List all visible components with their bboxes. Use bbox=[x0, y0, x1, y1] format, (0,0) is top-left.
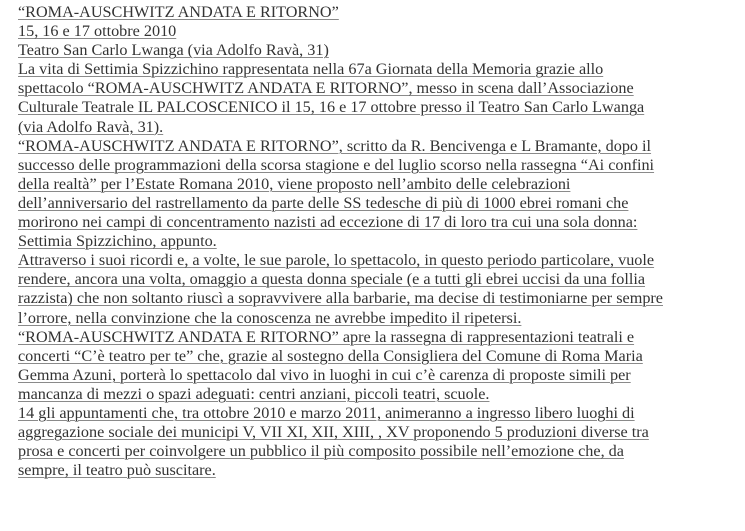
paragraph-line: successo delle programmazioni della scorsa stagione e del luglio scorso nella rassegna “Ai confini bbox=[18, 155, 655, 174]
paragraph-line: della realtà” per l’Estate Romana 2010, viene proposto nell’ambito delle celebrazioni bbox=[18, 174, 571, 193]
paragraph-line: sempre, il teatro può suscitare. bbox=[18, 461, 216, 480]
paragraph-line: La vita di Settimia Spizzichino rappresentata nella 67a Giornata della Memoria grazie allo bbox=[18, 60, 604, 79]
article-body bbox=[18, 3, 740, 480]
paragraph-festival bbox=[18, 328, 740, 404]
paragraph-line: aggregazione sociale dei municipi V, VII XI, XII, XIII, , XV proponendo 5 produzioni diverse tra bbox=[18, 423, 649, 442]
paragraph-line: “ROMA-AUSCHWITZ ANDATA E RITORNO” apre la rassegna di rappresentazioni teatrali e bbox=[18, 327, 635, 346]
paragraph-line: spettacolo “ROMA-AUSCHWITZ ANDATA E RITORNO”, messo in scena dall’Associazione bbox=[18, 79, 634, 98]
paragraph-memories bbox=[18, 251, 740, 327]
paragraph-line: dell’anniversario del rastrellamento da parte delle SS tedesche di più di 1000 ebrei romani che bbox=[18, 193, 629, 212]
paragraph-authors bbox=[18, 137, 740, 252]
paragraph-line: (via Adolfo Ravà, 31). bbox=[18, 117, 164, 136]
paragraph-line: “ROMA-AUSCHWITZ ANDATA E RITORNO”, scritto da R. Bencivenga e L Bramante, dopo il bbox=[18, 136, 652, 155]
paragraph-line: 14 gli appuntamenti che, tra ottobre 2010 e marzo 2011, animeranno a ingresso libero luoghi di bbox=[18, 403, 635, 422]
paragraph-line: l’orrore, nella convinzione che la conoscenza ne avrebbe impedito il ripetersi. bbox=[18, 308, 522, 327]
paragraph-line: Gemma Azuni, porterà lo spettacolo dal vivo in luoghi in cui c’è carenza di proposte simili per bbox=[18, 365, 631, 384]
paragraph-line: morirono nei campi di concentramento nazisti ad eccezione di 17 di loro tra cui una sola donna: bbox=[18, 213, 638, 232]
paragraph-line: Culturale Teatrale IL PALCOSCENICO il 15, 16 e 17 ottobre presso il Teatro San Carlo Lwanga bbox=[18, 98, 645, 117]
paragraph-line: concerti “C’è teatro per te” che, grazie al sostegno della Consigliera del Comune di Roma Maria bbox=[18, 346, 643, 365]
paragraph-line: rendere, ancora una volta, omaggio a questa donna speciale (e a tutti gli ebrei uccisi da una follia bbox=[18, 270, 646, 289]
paragraph-line: razzista) che non soltanto riuscì a sopravvivere alla barbarie, ma decise di testimoniarne per sempre bbox=[18, 289, 663, 308]
article-title: “ROMA-AUSCHWITZ ANDATA E RITORNO” bbox=[18, 3, 339, 21]
paragraph-intro bbox=[18, 60, 740, 136]
article-venue: Teatro San Carlo Lwanga (via Adolfo Ravà, 31) bbox=[18, 41, 329, 60]
article-dates: 15, 16 e 17 ottobre 2010 bbox=[18, 22, 177, 41]
paragraph-schedule bbox=[18, 404, 740, 480]
paragraph-line: prosa e concerti per coinvolgere un pubblico il più composito possibile nell’emozione che, da bbox=[18, 442, 624, 461]
paragraph-line: mancanza di mezzi o spazi adeguati: centri anziani, piccoli teatri, scuole. bbox=[18, 384, 490, 403]
paragraph-line: Attraverso i suoi ricordi e, a volte, le sue parole, lo spettacolo, in questo periodo particolare, vuole bbox=[18, 251, 655, 270]
paragraph-line: Settimia Spizzichino, appunto. bbox=[18, 232, 217, 251]
